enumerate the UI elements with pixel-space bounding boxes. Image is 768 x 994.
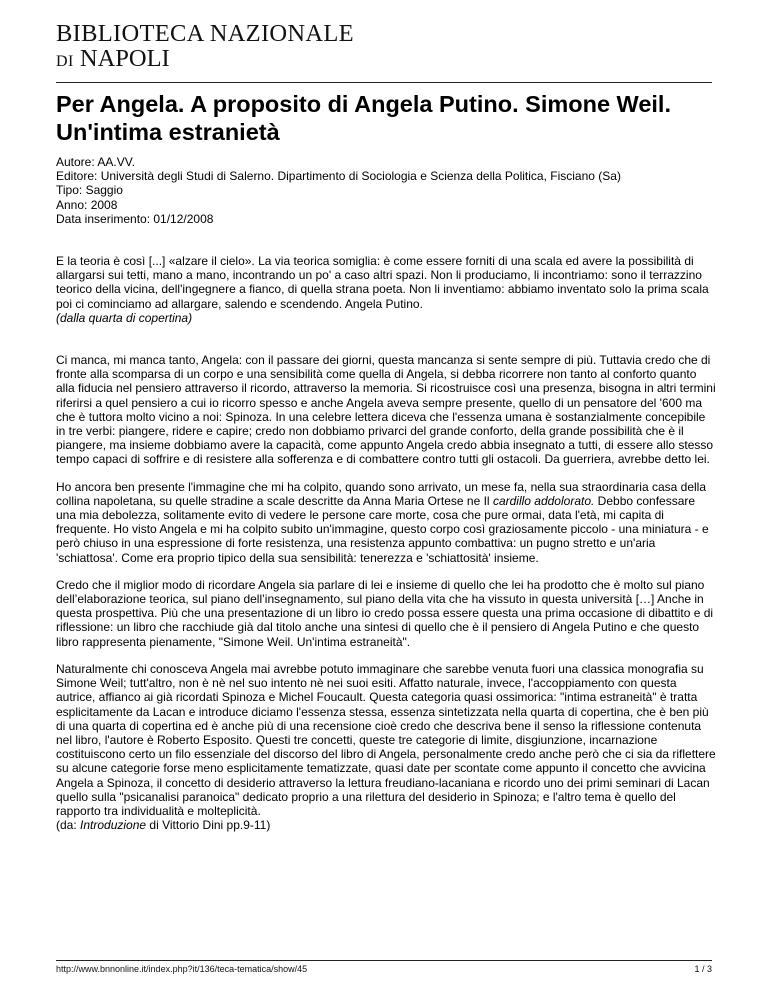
article-title: Per Angela. A proposito di Angela Putino. Simone Weil. Un'intima estranietà — [56, 91, 671, 145]
citation-prefix: (da: — [56, 818, 81, 833]
logo-city: NAPOLI — [79, 45, 170, 72]
intro-text: E la teoria è così [...] «alzare il cielo». La via teorica somiglia: è come essere forniti di una scala ed avere la possibilità di allargarsi sui tetti, mano a mano, incontrando un po' a caso altri spazi. Non li produciamo, li incontriamo: sono il terrazzino teorico della vicina, dell'ingegnere a fianco, di quella strana poeta. Non li inventiamo: abbiamo inventato solo la prima scala poi ci cominciamo ad allargare, salendo e scendendo. Angela Putino. — [56, 254, 709, 311]
footer-divider — [56, 960, 712, 961]
citation — [56, 818, 270, 832]
meta-author: Autore: AA.VV. — [56, 155, 135, 169]
p2-text-end: Debbo confessare una mia debolezza, solitamente evito di vedere le persone care morte, cosa che pure ormai, data l'età, mi capita di frequente. Ho visto Angela e mi ha colpito subito un'immagine, questo corpo così graziosamente piccolo - una miniatura - e però chiuso in una espressione di forte resistenza, una resistenza appunto combattiva: un pugno stretto e un'aria 'schiattosa'. Come era proprio tipico della sua sensibilità: tenerezza e 'schiattosità' insieme. — [56, 493, 709, 565]
article-metadata — [56, 155, 716, 226]
meta-date-added: Data inserimento: 01/12/2008 — [56, 211, 214, 226]
body-paragraph-1: Ci manca, mi manca tanto, Angela: con il passare dei giorni, questa mancanza si sente sempre di più. Tuttavia credo che di fronte alla scomparsa di un corpo e una sensibilità come quella di Angela, si debba ricorrere non tanto al conforto quanto alla fiducia nel pensiero attraverso il ricordo, attraverso la memoria. Si ricostruisce così una presenza, bisogna in altri termini riferirsi a quel pensiero a cui io ricorro spesso e anche Angela aveva sempre presente, quello di un pensatore del '600 ma che è tuttora molto vicino a noi: Spinoza. In una celebre lettera diceva che l'essenza umana è sostanzialmente concepibile in tre verbi: piangere, ridere e capire; credo non dobbiamo privarci del grande conforto, della grande possibilità che è il piangere, ma insieme dobbiamo avere la capacità, come appunto Angela credo abbia insegnato a tutti, di essere allo stesso tempo capaci di soffrire e di resistere alla sofferenza e di combattere contro tutti gli ostacoli. Da guerriera, avrebbe detto lei. — [56, 353, 716, 467]
meta-type: Tipo: Saggio — [56, 183, 123, 198]
header-divider — [56, 82, 712, 83]
body-paragraph-2 — [56, 480, 716, 565]
library-logo — [56, 22, 354, 75]
footer-url: http://www.bnnonline.it/index.php?it/136/teca-tematica/show/45 — [56, 964, 308, 974]
p2-text-start: Ho ancora ben presente l'immagine che mi ha colpito, quando sono arrivato, un mese fa, nella sua straordinaria casa della collina napoletana, su quelle stradine a scale descritte da Anna Maria Ortese ne Il — [56, 479, 706, 508]
body-paragraph-3: Credo che il miglior modo di ricordare Angela sia parlare di lei e insieme di quello che lei ha prodotto che è molto sul piano dell’elaborazione teorica, sul piano dell’insegnamento, sul piano della vita che ha vissuto in questa università […] Anche in questa prospettiva. Più che una presentazione di un libro io credo possa essere questa una prima occasione di dibattito e di riflessione: un libro che racchiude già dal titolo anche una sintesi di quello che è il pensiero di Angela Putino e che questo libro rappresenta pienamente, "Simone Weil. Un'intima estraneità". — [56, 577, 714, 649]
meta-year: Anno: 2008 — [56, 197, 118, 212]
page-number: 1 / 3 — [694, 964, 712, 974]
logo-prefix: DI — [56, 53, 74, 70]
citation-suffix: di Vittorio Dini pp.9-11) — [146, 818, 271, 833]
logo-line-2 — [56, 46, 354, 75]
logo-line-1: BIBLIOTECA NAZIONALE — [56, 20, 354, 47]
meta-publisher: Editore: Università degli Studi di Salerno. Dipartimento di Sociologia e Scienza della Politica, Fisciano (Sa) — [56, 169, 621, 184]
article — [56, 90, 716, 832]
book-title-cardillo: cardillo addolorato. — [492, 493, 595, 508]
intro-paragraph — [56, 254, 716, 325]
citation-title: Introduzione — [80, 818, 147, 833]
intro-source: (dalla quarta di copertina) — [56, 310, 193, 325]
p4-text: Naturalmente chi conosceva Angela mai avrebbe potuto immaginare che sarebbe venuta fuori una classica monografia su Simone Weil; tutt'altro, non è nè nel suo intento nè nei suoi esiti. Affatto naturale, invece, l'accoppiamento con questa autrice, affianco ai già ricordati Spinoza e Michel Foucault. Questa categoria quasi ossimorica: "intima estraneità" è tratta esplicitamente da Lacan e introduce diciamo l'essenza stessa, essenza sintetizzata nella quarta di copertina, che è ben più di una quarta di copertina ed è anche più di una recensione cioè credo che descriva bene il senso la riflessione contenuta nel libro, l'autore è Roberto Esposito. Questi tre concetti, queste tre categorie di limite, disgiunzione, incarnazione costituiscono certo un filo essenziale del discorso del libro di Angela, personalmente credo anche però che ci sia da riflettere su alcune categorie forse meno esplicitamente tematizzate, quasi date per scontate come appunto il concetto che avvicina Angela a Spinoza, il concetto di desiderio attraverso la lettura freudiano-lacaniana e ricordo uno dei primi seminari di Lacan quello sulla "psicanalisi paranoica" dedicato proprio a una rilettura del desiderio in Spinoza; e l'altro tema è quello del rapporto tra individualità e molteplicità. — [56, 661, 716, 818]
body-paragraph-4 — [56, 662, 716, 832]
